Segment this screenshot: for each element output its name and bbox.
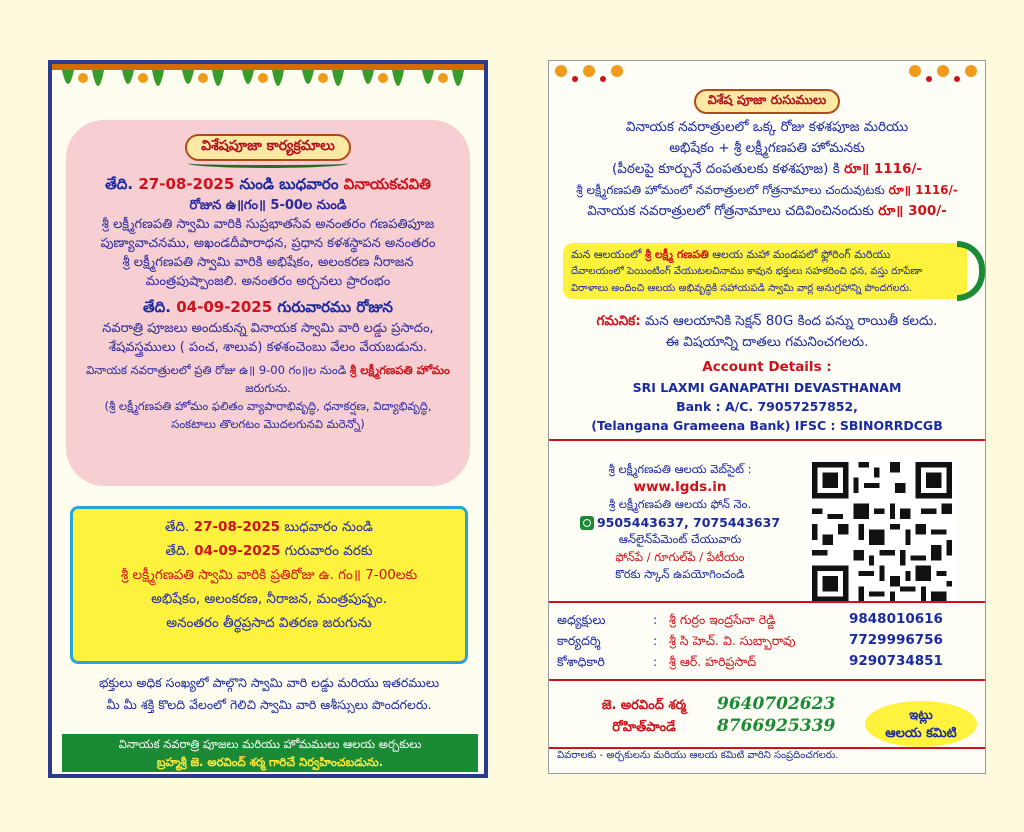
temple-committee-badge: ఇట్లు ఆలయ కమిటి bbox=[865, 701, 977, 747]
schedule-title-pill: విశేషపూజా కార్యక్రమాలు bbox=[185, 134, 351, 161]
payment-qr-code[interactable] bbox=[807, 457, 957, 607]
officer-row: కార్యదర్శి : శ్రీ సి హెచ్. వి. సుబ్బారావు 7729996756 bbox=[557, 632, 943, 648]
divider bbox=[549, 601, 985, 603]
start-date-line: తేది. 27-08-2025 నుండి బుధవారం వినాయకచవితి bbox=[105, 175, 431, 193]
tax-note: గమనిక: మన ఆలయానికి సెక్షన్ 80G కింద పన్ను రాయితీ కలదు. ఈ విషయాన్ని దాతలు గమనించగలరు. bbox=[596, 313, 938, 350]
priest-names: జె. అరవింద్ శర్మ రోహిత్‌పాండే bbox=[601, 698, 687, 735]
homam-benefit-paragraph: (శ్రీ లక్ష్మీగణపతి హోమం ఫలితం వ్యాపారాభివృద్ధి, ధనాకర్షణ, విద్యాభివృద్ధి, సంకటాలు తొలగటం మొదలగునవి మరెన్నో) bbox=[104, 399, 432, 431]
fees-contact-card bbox=[548, 60, 986, 774]
daily-abhishekam-box: తేది. 27-08-2025 బుధవారం నుండి తేది. 04-09-2025 గురువారం వరకు శ్రీ లక్ష్మీగణపతి స్వామి వారికి ప్రతిరోజు ఉ. గం॥ 7-00లకు అభిషేకం, అలంకరణ, నీరాజన, మంత్రపుష్పం. అనంతరం తీర్థప్రసాద వితరణ జరుగును bbox=[70, 506, 468, 664]
contact-block: శ్రీ లక్ష్మీగణపతి ఆలయ వెబ్‌సైట్ : www.lgds.in శ్రీ లక్ష్మీగణపతి ఆలయ ఫోన్ నెం. 9505443637, 7075443637 ఆన్‌లైన్‌పేమెంట్ చేయువారు ఫోన్‌పే / గూగుల్‌పే / పేటీయం కొరకు స్కాన్ ఉపయోగించండి bbox=[561, 461, 799, 584]
bottom-note: వివరాలకు - అర్చకులను మరియు ఆలయ కమిటి వారిని సంప్రదించగలరు. bbox=[557, 750, 839, 761]
special-pooja-schedule-box bbox=[66, 120, 470, 486]
morning-time-line: రోజున ఉ॥గం॥ 5-00ల నుండి bbox=[189, 198, 347, 213]
officer-row: అధ్యక్షులు : శ్రీ గుర్రం ఇంద్రసేనా రెడ్డి 9848010616 bbox=[557, 611, 943, 627]
flower-strip bbox=[549, 61, 985, 87]
pooja-paragraph: శ్రీ లక్ష్మీగణపతి స్వామి వారికి సుప్రభాతసేవ అనంతరం గణపతిపూజ పుణ్యావాచనము, అఖండదీపారాధన, ప్రధాన కళశస్థాపన అనంతరం శ్రీ లక్ష్మీగణపతి స్వామి వారికి అభిషేకం, అలంకరణ నీరాజన మంత్రపుష్పాంజలి. అనంతరం అర్చనలు ప్రారంభం bbox=[100, 217, 436, 289]
mango-leaf-garland bbox=[52, 64, 484, 114]
priest-phones: 9640702623 8766925339 bbox=[717, 694, 836, 736]
homam-line: వినాయక నవరాత్రులలో ప్రతి రోజు ఉ॥ 9-00 గం॥ల నుండి శ్రీ లక్ష్మీగణపతి హోమం జరుగును. bbox=[86, 363, 450, 395]
schedule-card bbox=[48, 60, 488, 778]
laddu-auction-paragraph: నవరాత్రి పూజలు అందుకున్న వినాయక స్వామి వారి లడ్డు ప్రసాదం, శేషవస్త్రములు ( పంచ, శాలువ) కళశంచెంబు వేలం వేయబడును. bbox=[102, 321, 434, 355]
committee-officers bbox=[557, 609, 977, 672]
end-date-line: తేది. 04-09-2025 గురువారము రోజున bbox=[143, 298, 393, 316]
conducted-by-bar: వినాయక నవరాత్రి పూజలు మరియు హోమములు ఆలయ అర్చకులు బ్రహ్మశ్రీ జె. అరవింద్ శర్మ గారిచే నిర్వహించబడును. bbox=[62, 734, 478, 772]
devotee-appeal-text: భక్తులు అధిక సంఖ్యలో పాల్గొని స్వామి వారి లడ్డు మరియు ఇతరములు మీ మీ శక్తి కొలది వేలంలో గెలిచి స్వామి వారి ఆశీస్సులు పొందగలరు. bbox=[98, 675, 440, 712]
website-link[interactable]: www.lgds.in bbox=[633, 478, 727, 495]
donation-appeal-strip: మన ఆలయంలో శ్రీ లక్ష్మీ గణపతి ఆలయ మహా మండపలో ఫ్లోరింగ్ మరియు దేవాలయంలో పెయింటింగ్ వేయుటలచినాము కావున భక్తులు సహకరించి ధన, వస్తు రూపేణా విరాళాలు అందించి ఆలయ అభివృద్ధికి సహాయపడి స్వామి వార్ల అనుగ్రహాన్ని పొందగలరు. bbox=[563, 243, 967, 299]
divider bbox=[549, 439, 985, 441]
divider bbox=[549, 679, 985, 681]
account-details: Account Details : SRI LAXMI GANAPATHI DEVASTHANAM Bank : A/C. 79057257852, (Telangana Grameena Bank) IFSC : SBINORRDCGB bbox=[591, 359, 943, 433]
green-arc-decoration bbox=[957, 241, 985, 301]
whatsapp-icon bbox=[580, 516, 594, 530]
officer-row: కోశాధికారి : శ్రీ ఆర్. హరిప్రసాద్ 9290734851 bbox=[557, 653, 943, 669]
fees-title-pill: విశేష పూజా రుసుములు bbox=[694, 89, 840, 114]
fees-paragraph: వినాయక నవరాత్రులలో ఒక్క రోజు కళశపూజ మరియు అభిషేకం + శ్రీ లక్ష్మీగణపతి హోమనకు (పీఠలపై కూర్చునే దంపతులకు కళశపూజ) కి రూ॥ 1116/- శ్రీ లక్ష్మీగణపతి హోమంలో నవరాత్రులలో గోత్రనామాలు చందువుటకు రూ॥ 1116/- వినాయక నవరాత్రులలో గోత్రనామాలు చదివించినందుకు రూ॥ 300/- bbox=[576, 119, 958, 219]
